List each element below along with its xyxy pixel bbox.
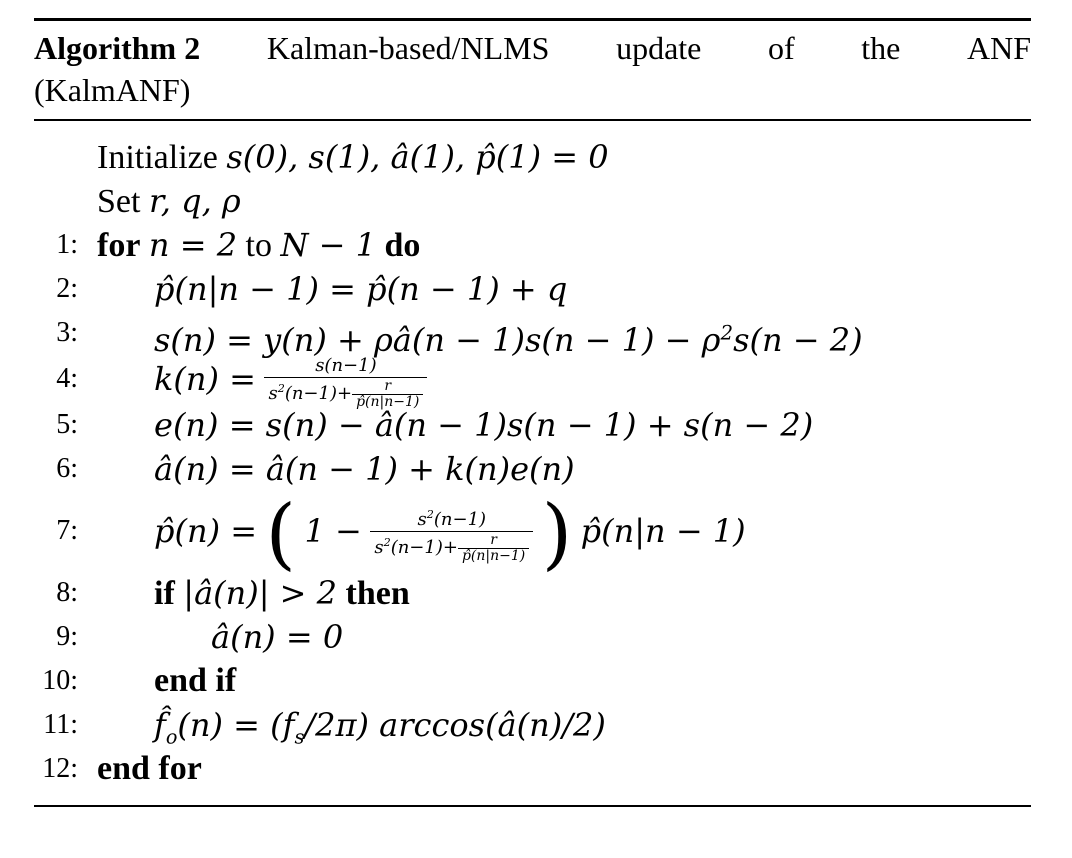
step-line-12 xyxy=(34,747,1031,791)
line-number: 10: xyxy=(42,665,78,696)
algorithm-label: Algorithm 2 xyxy=(34,30,201,66)
title-word: of xyxy=(767,30,795,66)
right-paren: ) xyxy=(541,489,573,580)
step-math: n = 2 xyxy=(148,226,238,264)
step-line-3 xyxy=(34,311,1031,359)
to-word: to xyxy=(245,227,272,264)
end-for-keyword: end for xyxy=(97,750,202,787)
step-math: 1 − xyxy=(304,512,362,550)
step-math: $f̂_o(n) = (f_s/2\pi)$ arccos(â(n)/2) xyxy=(154,706,606,749)
do-keyword: do xyxy=(384,227,421,264)
bottom-rule xyxy=(34,805,1031,807)
step-line-9 xyxy=(34,615,1031,659)
then-keyword: then xyxy=(345,575,410,612)
step-math: N − 1 xyxy=(280,226,377,264)
set-keyword: Set xyxy=(97,183,141,220)
step-math: s(n) = y(n) + ρâ(n − $1)s(n - 1) - \rho^2s(n - 2)$ xyxy=(154,320,863,359)
line-number: 7: xyxy=(56,515,78,546)
step-math: â(n) = â(n − 1) + k(n)e(n) xyxy=(154,450,575,488)
kalman-gain-fraction: s(n−1) $s^2(n-1)+$ $\frac{r}{p̂(n|n-1)}$ xyxy=(264,355,427,410)
end-if-keyword: end if xyxy=(154,662,237,699)
step-line-2 xyxy=(34,267,1031,311)
step-math: â(n) = 0 xyxy=(211,618,344,656)
line-number: 11: xyxy=(43,709,78,740)
line-number: 12: xyxy=(42,753,78,784)
line-number: 9: xyxy=(56,621,78,652)
caption-line-1 xyxy=(34,27,1031,69)
title-word: Kalman-based/NLMS xyxy=(266,30,550,66)
caption-line-2: (KalmANF) xyxy=(34,72,191,108)
title-word: ANF xyxy=(966,30,1031,66)
line-number: 3: xyxy=(56,317,78,348)
algorithm-lines xyxy=(34,121,1031,791)
line-number: 1: xyxy=(56,229,78,260)
line-number: 4: xyxy=(56,363,78,394)
step-math: p̂(n) = xyxy=(154,512,258,550)
step-line-4 xyxy=(34,355,1031,410)
step-line-10 xyxy=(34,659,1031,703)
algorithm-caption xyxy=(34,21,1031,119)
step-math: p̂(n|n − 1) = p̂(n − 1) + q xyxy=(154,270,568,308)
covariance-fraction: $s^2(n-1)$ $s^2(n-1)+$ $\frac{r}{p̂(n|n-1)}$ xyxy=(370,504,533,564)
step-math: p̂(n|n − 1) xyxy=(580,512,746,550)
step-line-6 xyxy=(34,447,1031,491)
step-line-1 xyxy=(34,223,1031,267)
init-keyword: Initialize xyxy=(97,139,218,176)
step-line-7 xyxy=(34,489,1031,580)
title-word: the xyxy=(861,30,901,66)
init-math: s(0), s(1), â(1), p̂(1) = 0 xyxy=(226,138,609,176)
step-math: k(n) = xyxy=(154,360,256,399)
step-line-11 xyxy=(34,703,1031,747)
line-number: 6: xyxy=(56,453,78,484)
if-keyword: if xyxy=(154,575,175,612)
init-line-2 xyxy=(34,179,1031,223)
step-math: |â(n)| > 2 xyxy=(183,574,338,612)
init-line-1 xyxy=(34,135,1031,179)
title-word: update xyxy=(616,30,702,66)
left-paren: ( xyxy=(265,489,296,580)
set-math: r, q, ρ xyxy=(148,182,241,220)
algorithm-block xyxy=(34,18,1031,807)
line-number: 8: xyxy=(56,577,78,608)
line-number: 5: xyxy=(56,409,78,440)
step-line-5 xyxy=(34,403,1031,447)
for-keyword: for xyxy=(97,227,141,264)
step-math: e(n) = s(n) − â(n − 1)s(n − 1) + s(n − 2) xyxy=(154,406,814,444)
step-line-8 xyxy=(34,571,1031,615)
line-number: 2: xyxy=(56,273,78,304)
